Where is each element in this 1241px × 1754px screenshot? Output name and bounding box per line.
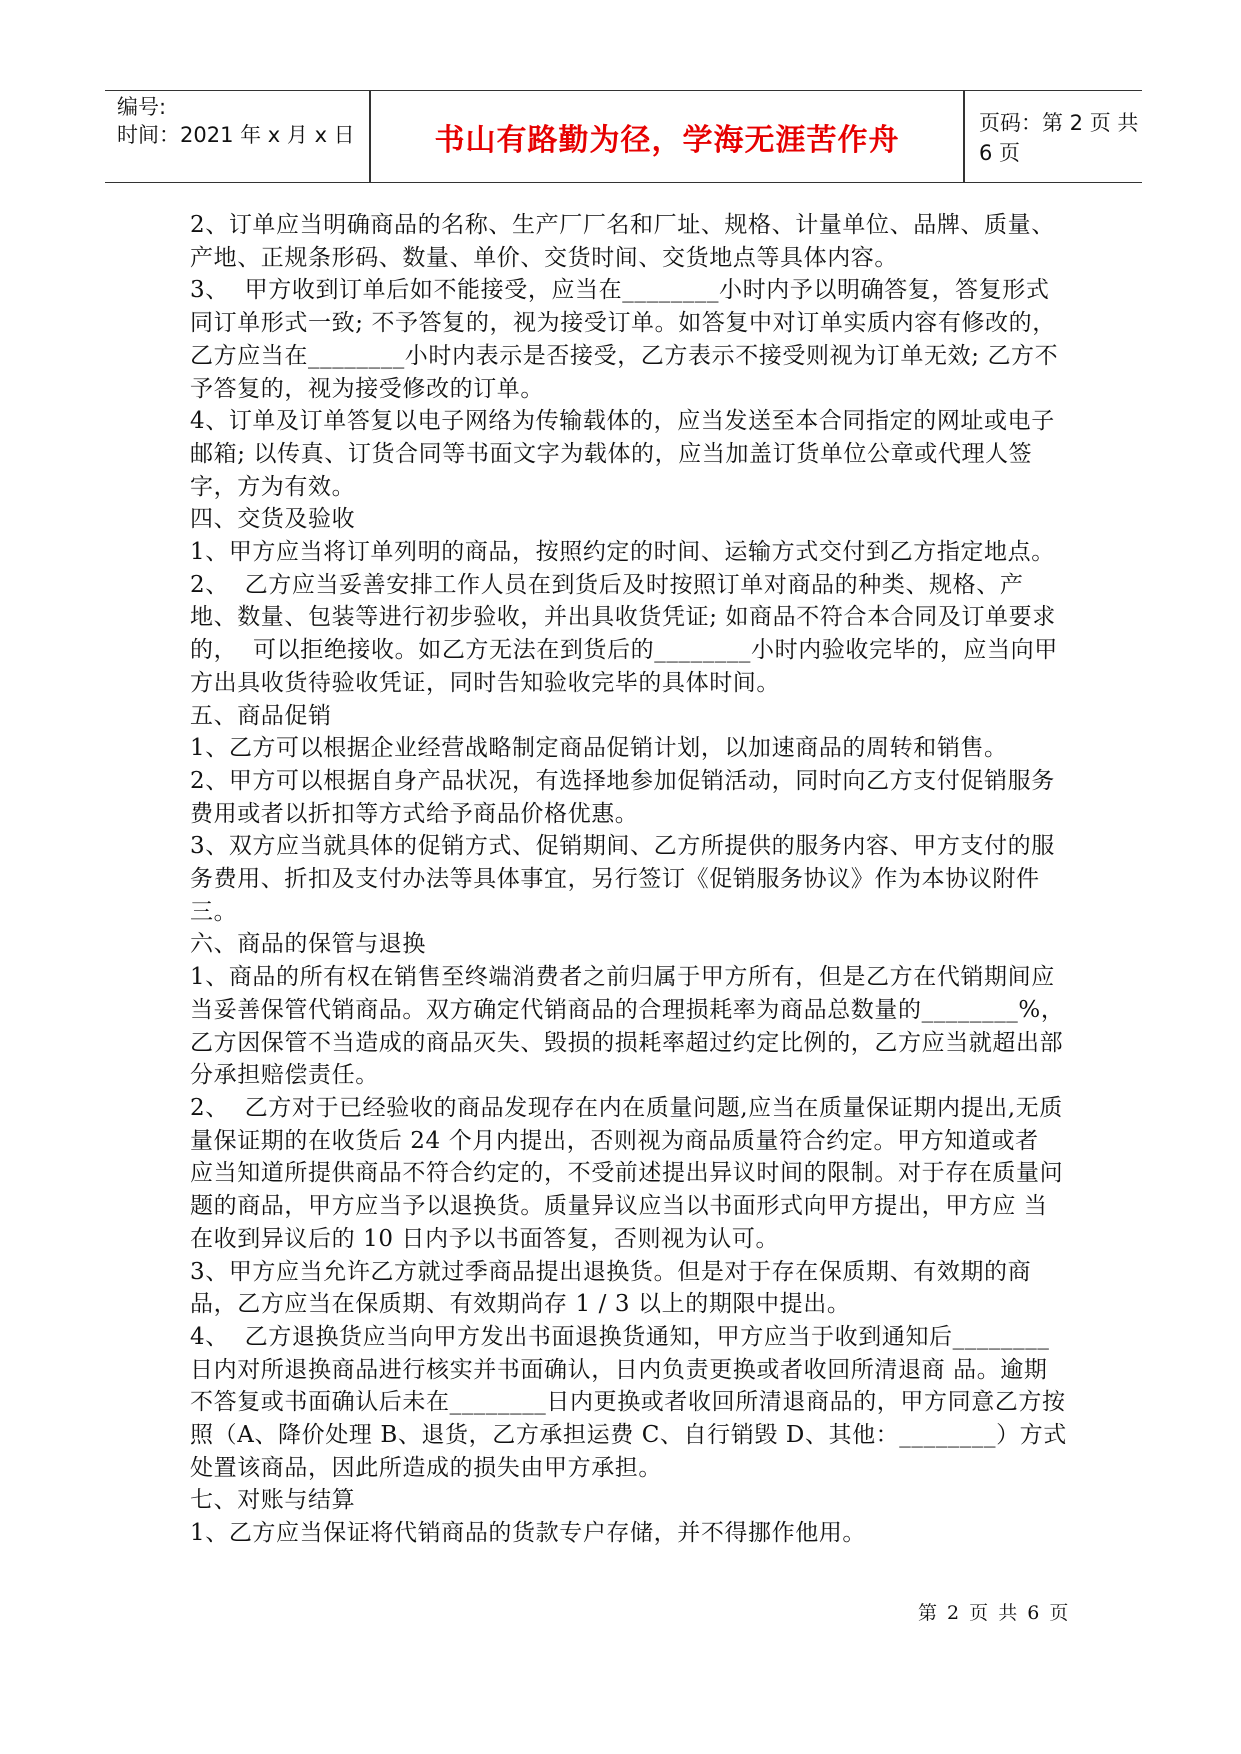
- paragraph: 2、甲方可以根据自身产品状况，有选择地参加促销活动，同时向乙方支付促销服务费用或者以折扣等方式给予商品价格优惠。: [190, 767, 1055, 827]
- paragraph: 1、甲方应当将订单列明的商品，按照约定的时间、运输方式交付到乙方指定地点。: [190, 539, 1055, 566]
- paragraph: 3、甲方应当允许乙方就过季商品提出退换货。但是对于存在保质期、有效期的商品，乙方应当在保质期、有效期尚存 1 / 3 以上的期限中提出。: [190, 1258, 1032, 1318]
- header-meta: [117, 93, 367, 149]
- section-heading: 六、商品的保管与退换: [190, 931, 426, 958]
- header-motto: 书山有路勤为径，学海无涯苦作舟: [434, 122, 900, 158]
- paragraph: 1、乙方可以根据企业经营战略制定商品促销计划，以加速商品的周转和销售。: [190, 735, 1008, 762]
- paragraph: 2、订单应当明确商品的名称、生产厂厂名和厂址、规格、计量单位、品牌、质量、产地、正规条形码、数量、单价、交货时间、交货地点等具体内容。: [190, 212, 1055, 271]
- paragraph: 1、商品的所有权在销售至终端消费者之前归属于甲方所有，但是乙方在代销期间应当妥善保管代销商品。双方确定代销商品的合理损耗率为商品总数量的________%，乙方因保管不当造成的商品灭失、毁损的损耗率超过约定比例的，乙方应当就超出部分承担赔偿责任。: [190, 964, 1065, 1089]
- paragraph: 3、双方应当就具体的促销方式、促销期间、乙方所提供的服务内容、甲方支付的服务费用、折扣及支付办法等具体事宜，另行签订《促销服务协议》作为本协议附件三。: [190, 833, 1055, 925]
- document-number-label: 编号:: [117, 95, 167, 119]
- document-time-label: 时间：2021 年 x 月 x 日: [117, 123, 355, 147]
- document-body: [190, 209, 1070, 1550]
- paragraph: 4、订单及订单答复以电子网络为传输载体的，应当发送至本合同指定的网址或电子邮箱; 以传真、订货合同等书面文字为载体的，应当加盖订货单位公章或代理人签字，方为有效。: [190, 408, 1055, 500]
- paragraph: 3、 甲方收到订单后如不能接受，应当在________小时内予以明确答复，答复形式同订单形式一致; 不予答复的，视为接受订单。如答复中对订单实质内容有修改的，乙方应当在________小时内表示是否接受，乙方表示不接受则视为订单无效; 乙方不予答复的，视为接受修改的订单。: [190, 277, 1059, 402]
- paragraph: 4、 乙方退换货应当向甲方发出书面退换货通知，甲方应当于收到通知后________日内对所退换商品进行核实并书面确认，日内负责更换或者收回所清退商 品。逾期不答复或书面确认后未在________日内更换或者收回所清退商品的，甲方同意乙方按照（A、降价处理 B、退货，乙方承担运费 C、自行销毁 D、其他：________）方式处置该商品，因此所造成的损失由甲方承担。: [190, 1323, 1067, 1481]
- section-heading: 七、对账与结算: [190, 1487, 356, 1514]
- page-footer: 第 2 页 共 6 页: [918, 1602, 1071, 1624]
- paragraph: 1、乙方应当保证将代销商品的货款专户存储，并不得挪作他用。: [190, 1520, 867, 1547]
- page-header: [105, 90, 1142, 183]
- section-heading: 四、交货及验收: [190, 506, 356, 533]
- header-divider: [963, 91, 965, 182]
- header-page-number: 页码：第 2 页 共 6 页: [979, 110, 1139, 165]
- section-heading: 五、商品促销: [190, 702, 332, 729]
- paragraph: 2、 乙方对于已经验收的商品发现存在内在质量问题,应当在质量保证期内提出,无质量保证期的在收货后 24 个月内提出，否则视为商品质量符合约定。甲方知道或者 应当知道所提供商品不符合约定的，不受前述提出异议时间的限制。对于存在质量问题的商品，甲方应当予以退换货。质量异议应当以书面形式向甲方提出，甲方应 当在收到异议后的 10 日内予以书面答复，否则视为认可。: [190, 1094, 1064, 1252]
- paragraph: 2、 乙方应当妥善安排工作人员在到货后及时按照订单对商品的种类、规格、产地、数量、包装等进行初步验收，并出具收货凭证; 如商品不符合本合同及订单要求的， 可以拒绝接收。如乙方无法在到货后的________小时内验收完毕的，应当向甲方出具收货待验收凭证，同时告知验收完毕的具体时间。: [190, 571, 1058, 696]
